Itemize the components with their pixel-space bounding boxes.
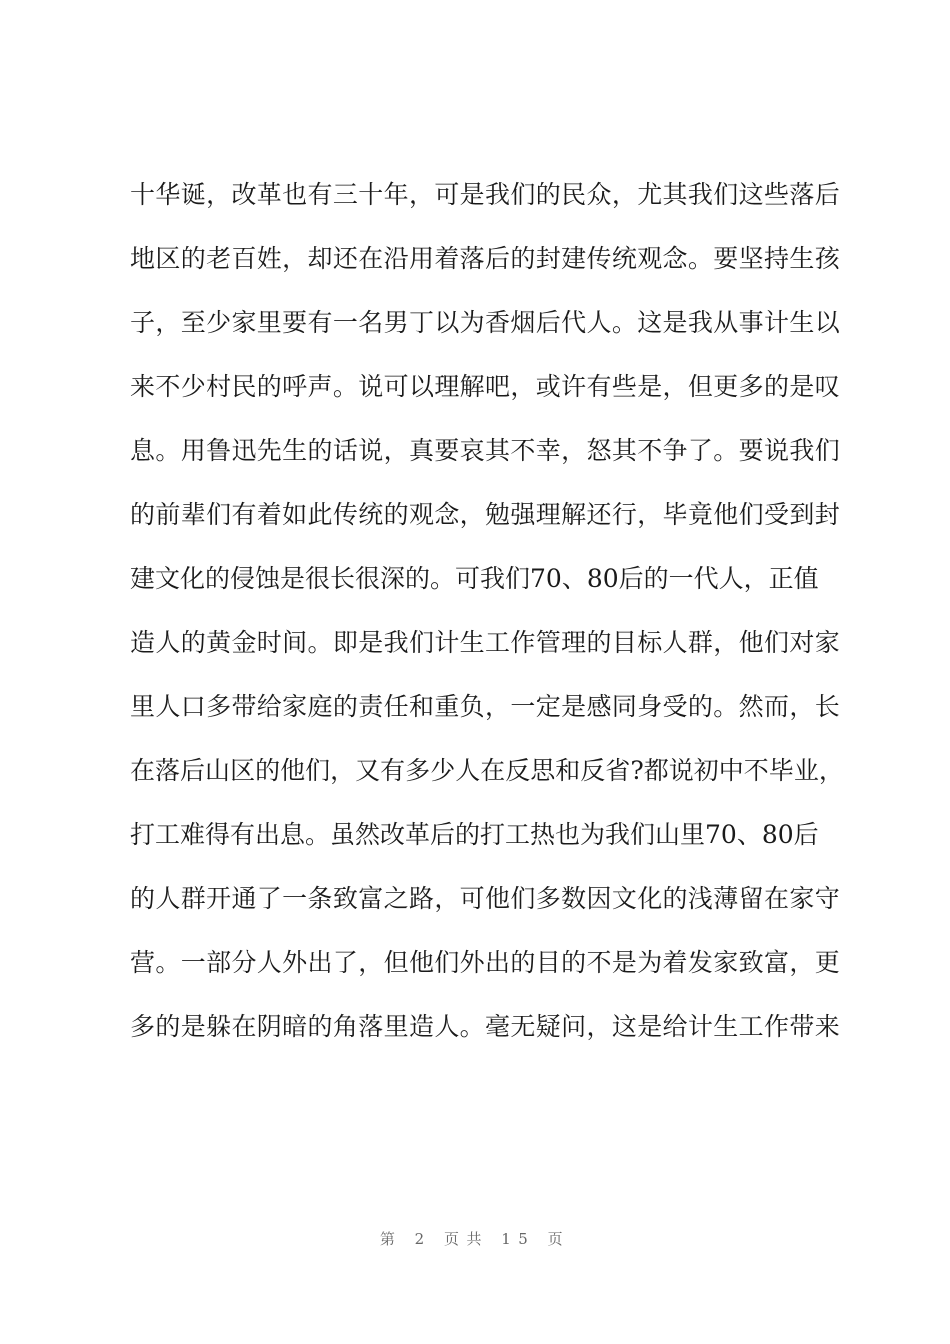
text-line-10: 在 落 后 山 区 的 他 们 ， 又 有 多 少 人 在 反 思 和 反 省 ? 都 说 初 中 不 毕 业 ， xyxy=(130,756,844,785)
text-line-11: 打工难得有出息。虽然改革后的打工热也为我们山里70、80后 xyxy=(130,820,819,849)
text-line-2: 地 区 的 老 百 姓 ， 却 还 在 沿 用 着 落 后 的 封 建 传 统 观 念 。 要 坚 持 生 孩 xyxy=(130,244,840,273)
text-line-8: 造 人 的 黄 金 时 间 。 即 是 我 们 计 生 工 作 管 理 的 目 标 人 群 ， 他 们 对 家 xyxy=(130,628,840,657)
text-line-14: 多 的 是 躲 在 阴 暗 的 角 落 里 造 人 。 毫 无 疑 问 ， 这 是 给 计 生 工 作 带 来 xyxy=(130,1012,840,1041)
text-line-1: 十 华 诞 ， 改 革 也 有 三 十 年 ， 可 是 我 们 的 民 众 ， 尤 其 我 们 这 些 落 后 xyxy=(130,180,840,209)
page-footer: 第 2 页共 15 页 xyxy=(379,1230,571,1248)
text-line-7: 建文化的侵蚀是很长很深的。可我们70、80后的一代人，正值 xyxy=(130,564,819,593)
text-line-12: 的 人 群 开 通 了 一 条 致 富 之 路 ， 可 他 们 多 数 因 文 化 的 浅 薄 留 在 家 守 xyxy=(130,884,840,913)
text-line-9: 里 人 口 多 带 给 家 庭 的 责 任 和 重 负 ， 一 定 是 感 同 身 受 的 。 然 而 ， 长 xyxy=(130,692,840,721)
text-line-13: 营 。 一 部 分 人 外 出 了 ， 但 他 们 外 出 的 目 的 不 是 为 着 发 家 致 富 ， 更 xyxy=(130,948,840,977)
text-line-6: 的 前 辈 们 有 着 如 此 传 统 的 观 念 ， 勉 强 理 解 还 行 ， 毕 竟 他 们 受 到 封 xyxy=(130,500,840,529)
text-line-5: 息 。 用 鲁 迅 先 生 的 话 说 ， 真 要 哀 其 不 幸 ， 怒 其 不 争 了 。 要 说 我 们 xyxy=(130,436,840,465)
text-line-4: 来 不 少 村 民 的 呼 声 。 说 可 以 理 解 吧 ， 或 许 有 些 是 ， 但 更 多 的 是 叹 xyxy=(130,372,840,401)
body-text xyxy=(130,172,850,1068)
text-line-3: 子 ， 至 少 家 里 要 有 一 名 男 丁 以 为 香 烟 后 代 人 。 这 是 我 从 事 计 生 以 xyxy=(130,308,840,337)
